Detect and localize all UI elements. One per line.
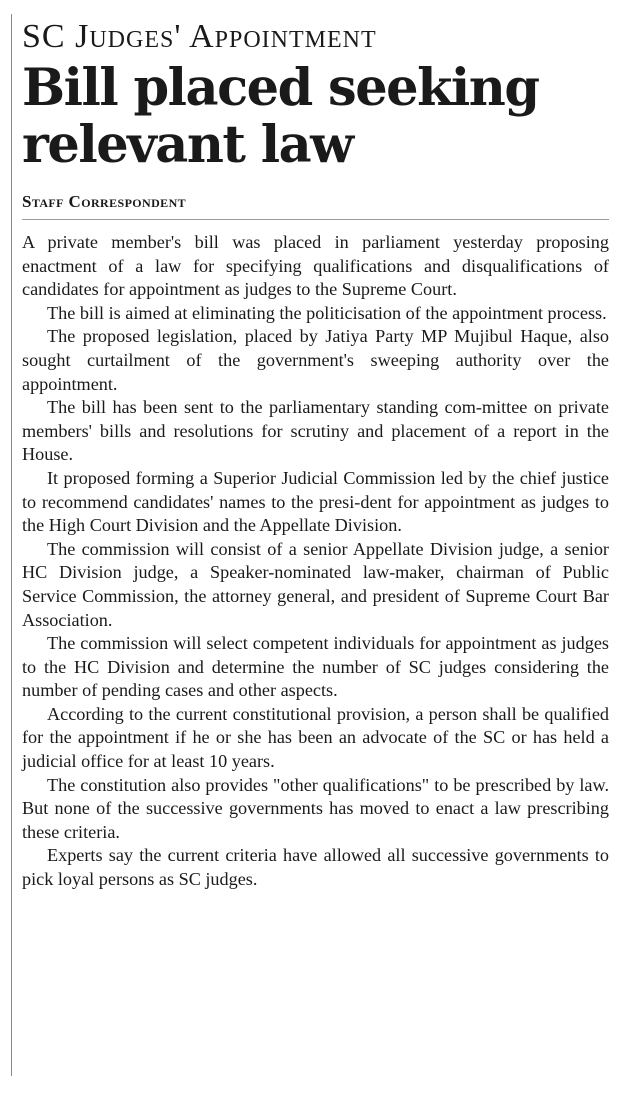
article-paragraph: It proposed forming a Superior Judicial Commission led by the chief justice to recommend candidates' names to the presi-dent for appointment as judges to the High Court Division and the Appellate Division.: [22, 467, 609, 536]
article-paragraph: The commission will consist of a senior Appellate Division judge, a senior HC Division judge, a Speaker-nominated law-maker, chairman of Public Service Commission, the attorney general, and president of Supreme Court Bar Association.: [22, 538, 609, 630]
article-headline: Bill placed seeking relevant law: [22, 58, 539, 175]
article-kicker: SC Judges' Appointment: [22, 18, 377, 55]
column-rule: [11, 14, 12, 1076]
article-byline: Staff Correspondent: [22, 192, 187, 211]
byline-divider: [22, 219, 609, 220]
article-paragraph: A private member's bill was placed in parliament yesterday proposing enactment of a law for specifying qualifications and disqualifications of candidates for appointment as judges to the Supreme Court.: [22, 232, 609, 300]
article-paragraph: Experts say the current criteria have allowed all successive governments to pick loyal persons as SC judges.: [22, 845, 609, 890]
news-article: [22, 16, 609, 892]
article-paragraph: The bill is aimed at eliminating the politicisation of the appointment process.: [47, 302, 607, 323]
article-body: [22, 231, 609, 892]
article-paragraph: The proposed legislation, placed by Jatiya Party MP Mujibul Haque, also sought curtailment of the government's sweeping authority over the appointment.: [22, 326, 609, 394]
article-paragraph: The bill has been sent to the parliamentary standing com-mittee on private members' bills and resolutions for scrutiny and placement of a report in the House.: [22, 397, 609, 465]
article-paragraph: The constitution also provides "other qualifications" to be prescribed by law. But none of the successive governments has moved to enact a law prescribing these criteria.: [22, 774, 609, 842]
article-paragraph: According to the current constitutional provision, a person shall be qualified for the appointment if he or she has been an advocate of the SC or has held a judicial office for at least 10 years.: [22, 703, 609, 772]
article-paragraph: The commission will select competent individuals for appointment as judges to the HC Division and determine the number of SC judges considering the number of pending cases and other aspects.: [22, 633, 609, 701]
